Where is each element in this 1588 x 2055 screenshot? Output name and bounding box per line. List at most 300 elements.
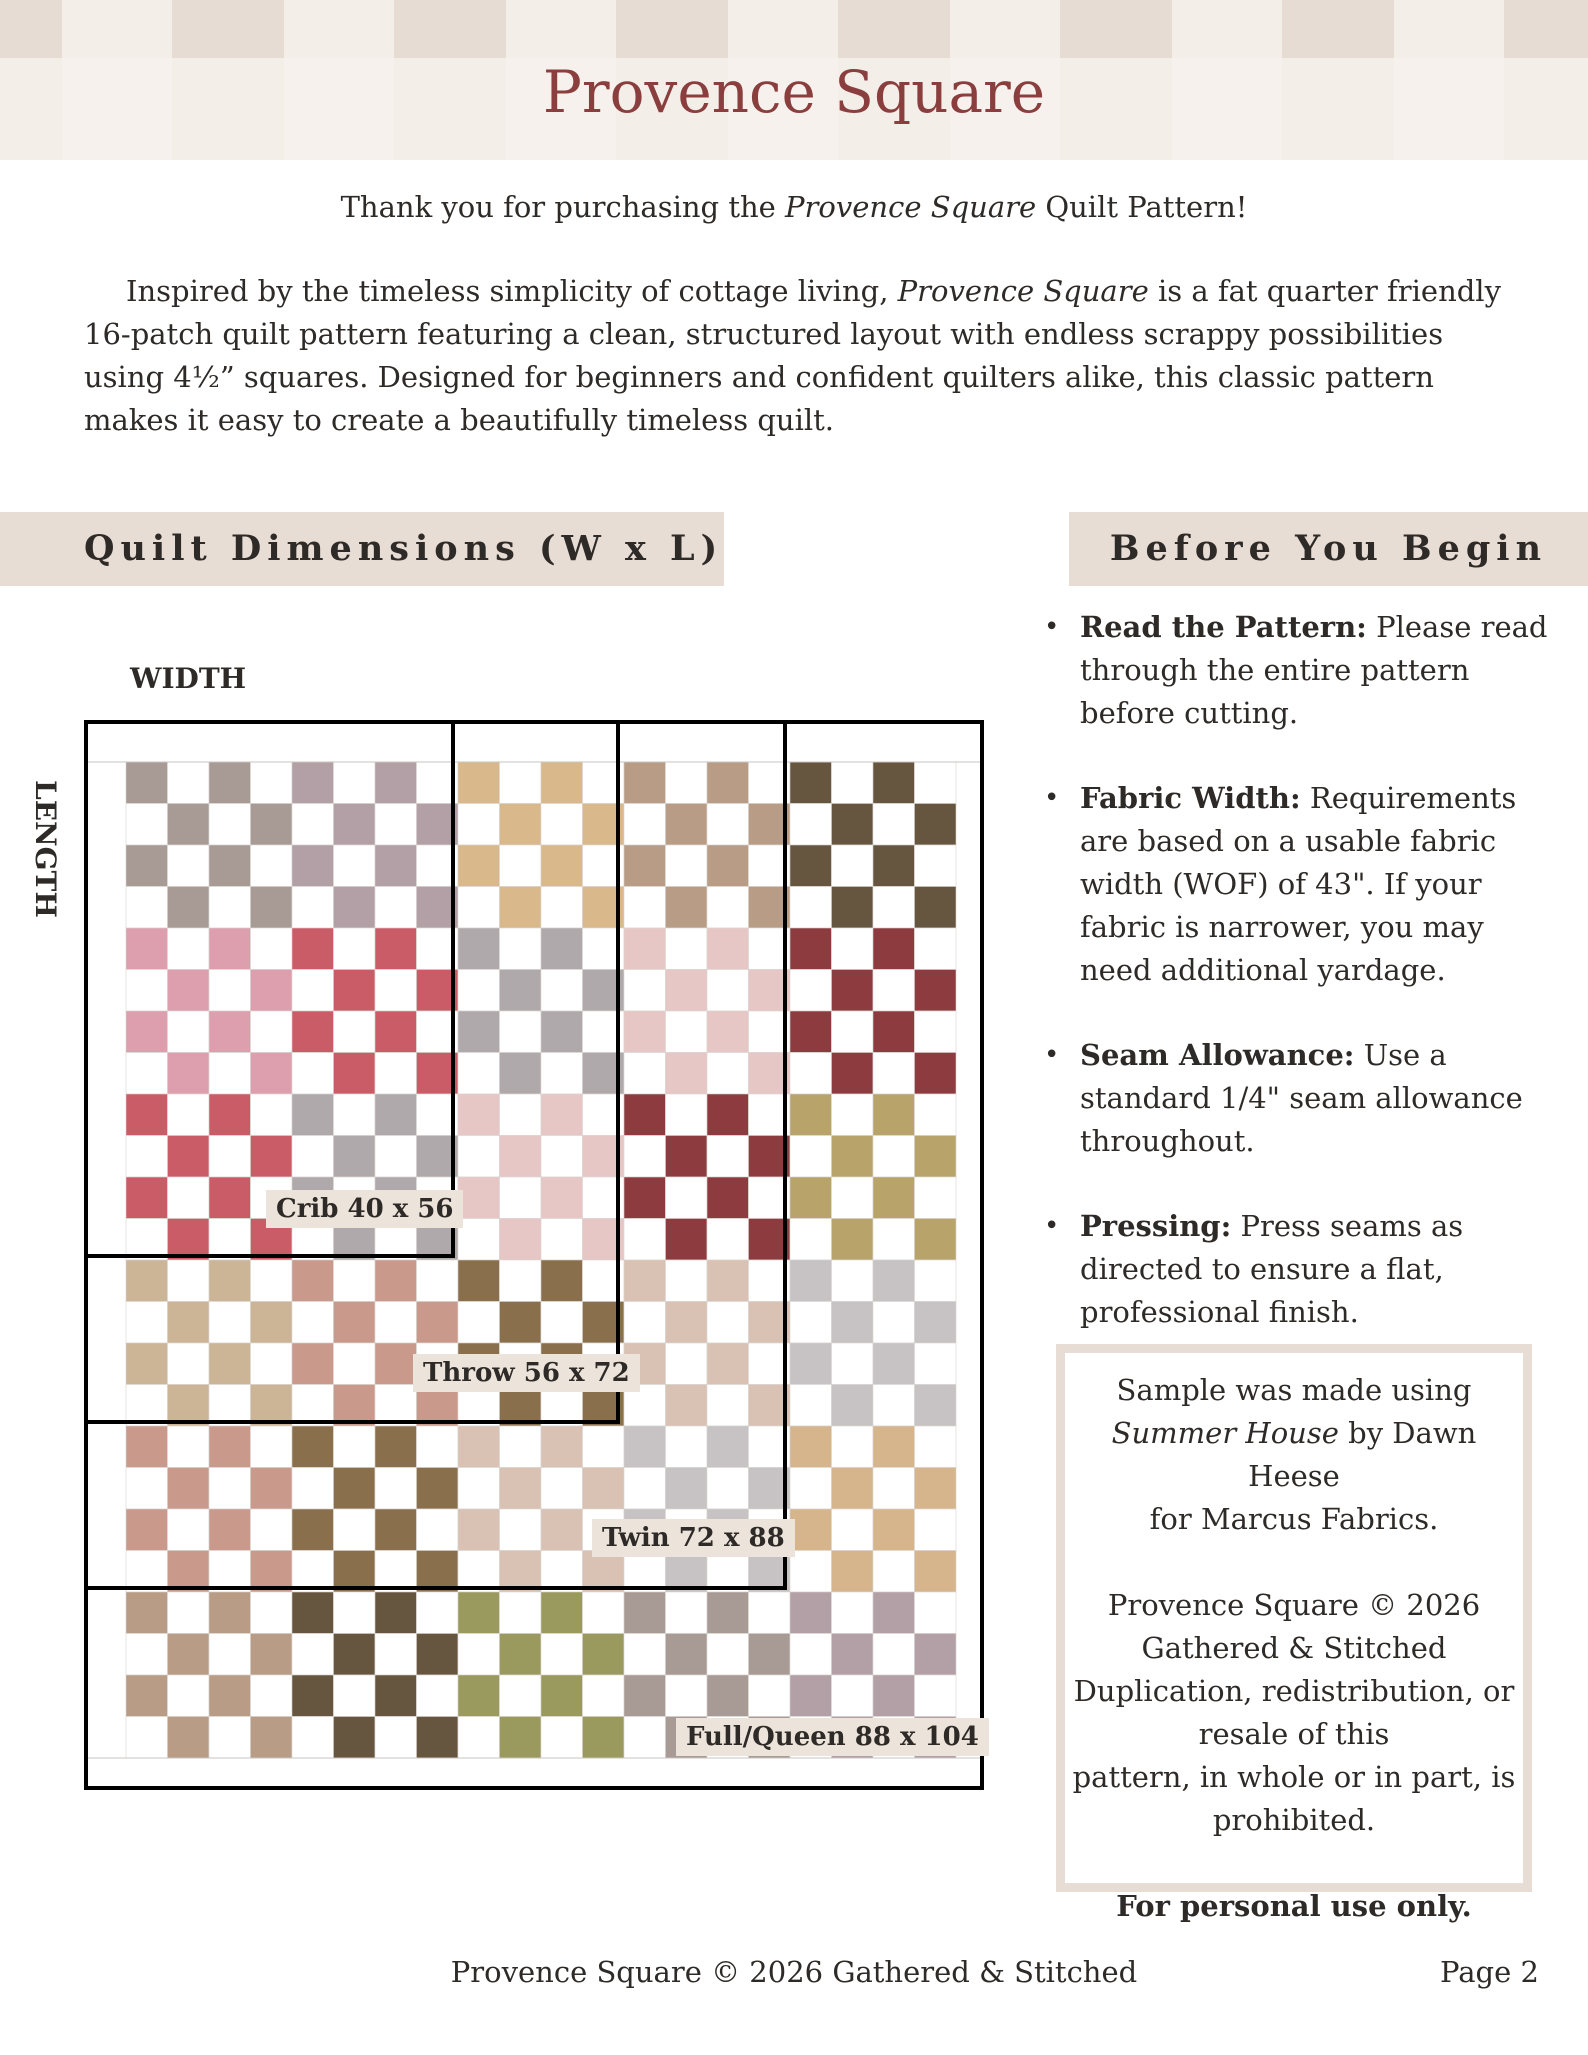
quilt-patch — [832, 1136, 874, 1178]
quilt-patch — [707, 887, 749, 929]
quilt-patch — [251, 1717, 293, 1759]
quilt-patch — [209, 1385, 251, 1427]
quilt-patch — [292, 1094, 334, 1136]
size-label-full-queen: Full/Queen 88 x 104 — [676, 1718, 989, 1756]
quilt-patch — [873, 1675, 915, 1717]
quilt-patch — [915, 1094, 957, 1136]
quilt-size-diagram — [84, 720, 984, 1794]
quilt-patch — [417, 1426, 459, 1468]
quilt-patch — [666, 1426, 708, 1468]
quilt-patch — [832, 1177, 874, 1219]
quilt-patch — [251, 1509, 293, 1551]
quilt-patch — [915, 1551, 957, 1593]
quilt-patch — [168, 1509, 210, 1551]
sample-line-3: for Marcus Fabrics. — [1149, 1502, 1439, 1536]
page-title: Provence Square — [542, 58, 1046, 126]
quilt-patch — [375, 804, 417, 846]
quilt-patch — [292, 1426, 334, 1468]
quilt-patch — [873, 1011, 915, 1053]
quilt-patch — [583, 1426, 625, 1468]
quilt-patch — [251, 1426, 293, 1468]
quilt-patch — [790, 887, 832, 929]
quilt-patch — [873, 1177, 915, 1219]
quilt-patch — [832, 1053, 874, 1095]
quilt-patch — [500, 804, 542, 846]
quilt-patch — [292, 928, 334, 970]
size-label-twin: Twin 72 x 88 — [592, 1519, 795, 1557]
quilt-patch — [915, 845, 957, 887]
quilt-patch — [126, 1468, 168, 1510]
quilt-patch — [832, 1260, 874, 1302]
quilt-patch — [334, 1260, 376, 1302]
quilt-patch — [292, 804, 334, 846]
quilt-patch — [209, 1177, 251, 1219]
quilt-patch — [168, 887, 210, 929]
quilt-patch — [624, 1094, 666, 1136]
quilt-patch — [749, 1675, 791, 1717]
copyright-line-4: pattern, in whole or in part, is prohibited. — [1072, 1760, 1516, 1837]
quilt-patch — [915, 1426, 957, 1468]
quilt-patch — [873, 1592, 915, 1634]
quilt-patch — [126, 1136, 168, 1178]
quilt-patch — [624, 1011, 666, 1053]
sample-info-box — [1056, 1344, 1532, 1923]
quilt-patch — [292, 1343, 334, 1385]
quilt-patch — [832, 1385, 874, 1427]
quilt-patch — [541, 1592, 583, 1634]
personal-use-text: For personal use only. — [1116, 1889, 1472, 1923]
quilt-patch — [292, 1675, 334, 1717]
fabric-designer: by Dawn Heese — [1248, 1416, 1477, 1493]
quilt-patch — [251, 845, 293, 887]
quilt-patch — [790, 1385, 832, 1427]
quilt-patch — [375, 1717, 417, 1759]
quilt-patch — [832, 1592, 874, 1634]
quilt-patch — [666, 1385, 708, 1427]
quilt-patch — [251, 1094, 293, 1136]
page-number: Page 2 — [1440, 1955, 1539, 1989]
list-item-pressing — [1044, 1205, 1564, 1334]
quilt-patch — [458, 1468, 500, 1510]
quilt-patch — [126, 1053, 168, 1095]
quilt-patch — [873, 762, 915, 804]
quilt-patch — [832, 1094, 874, 1136]
quilt-patch — [334, 1343, 376, 1385]
quilt-patch — [417, 1260, 459, 1302]
quilt-patch — [790, 1551, 832, 1593]
quilt-patch — [707, 1675, 749, 1717]
quilt-patch — [168, 762, 210, 804]
quilt-patch — [624, 1675, 666, 1717]
quilt-patch — [292, 1011, 334, 1053]
quilt-patch — [292, 1136, 334, 1178]
quilt-patch — [873, 970, 915, 1012]
quilt-patch — [168, 1551, 210, 1593]
quilt-patch — [915, 1592, 957, 1634]
before-you-begin-list — [1044, 606, 1564, 1376]
quilt-patch — [666, 1094, 708, 1136]
quilt-patch — [790, 1426, 832, 1468]
quilt-patch — [417, 1634, 459, 1676]
quilt-patch — [624, 970, 666, 1012]
quilt-patch — [334, 1094, 376, 1136]
quilt-patch — [334, 1468, 376, 1510]
quilt-patch — [832, 1426, 874, 1468]
quilt-patch — [168, 1385, 210, 1427]
quilt-patch — [790, 970, 832, 1012]
quilt-patch — [334, 762, 376, 804]
intro-paragraph — [84, 270, 1524, 442]
quilt-patch — [707, 1468, 749, 1510]
quilt-patch — [209, 1468, 251, 1510]
quilt-patch — [251, 1551, 293, 1593]
quilt-patch — [251, 1634, 293, 1676]
quilt-patch — [292, 1717, 334, 1759]
fabric-line-name: Summer House — [1111, 1416, 1339, 1450]
quilt-patch — [209, 928, 251, 970]
quilt-patch — [624, 1053, 666, 1095]
quilt-patch — [666, 1177, 708, 1219]
quilt-patch — [666, 1343, 708, 1385]
quilt-patch — [707, 1634, 749, 1676]
quilt-patch — [541, 1426, 583, 1468]
quilt-patch — [292, 887, 334, 929]
quilt-patch — [790, 1509, 832, 1551]
thanks-text-end: Quilt Pattern! — [1036, 190, 1248, 224]
quilt-patch — [334, 1426, 376, 1468]
quilt-patch — [292, 970, 334, 1012]
quilt-patch — [790, 1136, 832, 1178]
quilt-patch — [375, 1136, 417, 1178]
quilt-patch — [126, 1509, 168, 1551]
quilt-patch — [541, 1011, 583, 1053]
quilt-patch — [209, 1634, 251, 1676]
quilt-patch — [583, 1468, 625, 1510]
quilt-patch — [541, 804, 583, 846]
quilt-patch — [458, 1509, 500, 1551]
quilt-patch — [541, 1509, 583, 1551]
quilt-patch — [832, 1509, 874, 1551]
list-item-title: Fabric Width: — [1080, 781, 1301, 815]
quilt-patch — [126, 928, 168, 970]
quilt-patch — [873, 1343, 915, 1385]
length-axis-label: LENGTH — [29, 780, 62, 918]
quilt-diagram-svg — [84, 720, 984, 1790]
quilt-patch — [749, 1634, 791, 1676]
quilt-patch — [500, 1177, 542, 1219]
quilt-patch — [541, 845, 583, 887]
quilt-patch — [375, 1260, 417, 1302]
quilt-patch — [126, 1551, 168, 1593]
quilt-patch — [334, 970, 376, 1012]
quilt-patch — [458, 1302, 500, 1344]
quilt-patch — [168, 845, 210, 887]
quilt-patch — [707, 1302, 749, 1344]
quilt-patch — [292, 762, 334, 804]
quilt-patch — [168, 1260, 210, 1302]
quilt-patch — [334, 928, 376, 970]
quilt-patch — [541, 1260, 583, 1302]
quilt-patch — [251, 1675, 293, 1717]
quilt-patch — [334, 1551, 376, 1593]
quilt-patch — [707, 762, 749, 804]
size-label-crib: Crib 40 x 56 — [266, 1190, 463, 1228]
quilt-patch — [417, 1717, 459, 1759]
quilt-patch — [292, 1509, 334, 1551]
quilt-patch — [624, 887, 666, 929]
quilt-patch — [541, 1675, 583, 1717]
quilt-patch — [292, 1053, 334, 1095]
quilt-patch — [209, 1094, 251, 1136]
quilt-patch — [500, 845, 542, 887]
quilt-patch — [458, 1177, 500, 1219]
quilt-patch — [458, 1717, 500, 1759]
quilt-patch — [707, 928, 749, 970]
quilt-patch — [458, 1260, 500, 1302]
quilt-patch — [790, 1260, 832, 1302]
quilt-patch — [707, 1219, 749, 1261]
quilt-patch — [334, 1302, 376, 1344]
quilt-patch — [624, 1634, 666, 1676]
quilt-patch — [915, 1634, 957, 1676]
quilt-patch — [126, 1675, 168, 1717]
quilt-patch — [126, 1219, 168, 1261]
quilt-patch — [209, 1717, 251, 1759]
quilt-patch — [209, 845, 251, 887]
quilt-patch — [251, 887, 293, 929]
quilt-patch — [126, 1011, 168, 1053]
quilt-patch — [915, 1219, 957, 1261]
copyright-line-3: Duplication, redistribution, or resale of this — [1073, 1674, 1515, 1751]
sample-line-1: Sample was made using — [1116, 1373, 1472, 1407]
size-label-throw: Throw 56 x 72 — [413, 1354, 640, 1392]
quilt-patch — [500, 1468, 542, 1510]
quilt-patch — [707, 1592, 749, 1634]
quilt-patch — [168, 928, 210, 970]
list-item-text: Use a standard 1/4" seam allowance throughout. — [1080, 1038, 1523, 1158]
quilt-patch — [666, 1675, 708, 1717]
quilt-patch — [500, 1426, 542, 1468]
intro-text-end: is a fat quarter friendly 16-patch quilt pattern featuring a clean, structured layout with endless scrappy possibilities using 4½” squares. Designed for beginners and confident quilters alike, this classic pattern makes it easy to create a beautifully timeless quilt. — [84, 274, 1501, 437]
quilt-patch — [126, 1260, 168, 1302]
quilt-patch — [541, 1717, 583, 1759]
quilt-patch — [209, 1343, 251, 1385]
quilt-patch — [375, 1343, 417, 1385]
quilt-patch — [292, 1260, 334, 1302]
quilt-patch — [915, 1675, 957, 1717]
thank-you-line — [0, 190, 1588, 224]
quilt-patch — [500, 1551, 542, 1593]
quilt-patch — [873, 1094, 915, 1136]
quilt-patch — [666, 1053, 708, 1095]
quilt-patch — [541, 1634, 583, 1676]
quilt-patch — [168, 1094, 210, 1136]
list-item-title: Read the Pattern: — [1080, 610, 1367, 644]
quilt-patch — [375, 1551, 417, 1593]
quilt-patch — [375, 1634, 417, 1676]
quilt-patch — [126, 1094, 168, 1136]
quilt-patch — [541, 1053, 583, 1095]
quilt-patch — [251, 762, 293, 804]
quilt-patch — [209, 1302, 251, 1344]
quilt-patch — [168, 1343, 210, 1385]
quilt-patch — [168, 1136, 210, 1178]
quilt-patch — [624, 804, 666, 846]
quilt-patch — [126, 1426, 168, 1468]
quilt-patch — [541, 928, 583, 970]
quilt-patch — [126, 804, 168, 846]
quilt-patch — [624, 928, 666, 970]
quilt-patch — [666, 1592, 708, 1634]
quilt-patch — [334, 1592, 376, 1634]
quilt-patch — [375, 1426, 417, 1468]
quilt-patch — [873, 1509, 915, 1551]
quilt-patch — [790, 1177, 832, 1219]
quilt-patch — [915, 928, 957, 970]
quilt-patch — [209, 1509, 251, 1551]
quilt-patch — [168, 1634, 210, 1676]
quilt-patch — [790, 1675, 832, 1717]
quilt-patch — [458, 845, 500, 887]
quilt-patch — [375, 1385, 417, 1427]
quilt-patch — [832, 928, 874, 970]
quilt-patch — [541, 762, 583, 804]
quilt-patch — [790, 1592, 832, 1634]
quilt-patch — [292, 1385, 334, 1427]
quilt-patch — [790, 1094, 832, 1136]
quilt-patch — [666, 887, 708, 929]
quilt-patch — [790, 928, 832, 970]
personal-use-notice — [1065, 1885, 1523, 1928]
quilt-patch — [873, 1302, 915, 1344]
quilt-patch — [168, 1592, 210, 1634]
quilt-patch — [292, 1468, 334, 1510]
quilt-patch — [168, 1219, 210, 1261]
quilt-patch — [707, 970, 749, 1012]
quilt-patch — [915, 1260, 957, 1302]
quilt-patch — [251, 1385, 293, 1427]
quilt-patch — [707, 1343, 749, 1385]
quilt-patch — [500, 1302, 542, 1344]
quilt-patch — [168, 1177, 210, 1219]
quilt-patch — [790, 804, 832, 846]
quilt-patch — [624, 1426, 666, 1468]
quilt-patch — [915, 1177, 957, 1219]
quilt-patch — [458, 1053, 500, 1095]
quilt-patch — [334, 1011, 376, 1053]
quilt-patch — [541, 1551, 583, 1593]
quilt-patch — [707, 1094, 749, 1136]
quilt-patch — [541, 1177, 583, 1219]
quilt-patch — [873, 887, 915, 929]
quilt-patch — [915, 762, 957, 804]
quilt-patch — [500, 1136, 542, 1178]
quilt-patch — [915, 887, 957, 929]
quilt-patch — [126, 970, 168, 1012]
quilt-patch — [873, 845, 915, 887]
quilt-patch — [541, 1468, 583, 1510]
quilt-patch — [915, 1509, 957, 1551]
intro-pattern-name: Provence Square — [897, 274, 1149, 308]
quilt-patch — [292, 1302, 334, 1344]
quilt-patch — [209, 1219, 251, 1261]
quilt-patch — [790, 1468, 832, 1510]
quilt-patch — [666, 804, 708, 846]
quilt-patch — [334, 1509, 376, 1551]
quilt-patch — [458, 1675, 500, 1717]
quilt-patch — [707, 1426, 749, 1468]
quilt-patch — [707, 1053, 749, 1095]
quilt-patch — [915, 1011, 957, 1053]
quilt-patch — [458, 1136, 500, 1178]
thanks-pattern-name: Provence Square — [785, 190, 1037, 224]
quilt-patch — [168, 804, 210, 846]
quilt-patch — [915, 1343, 957, 1385]
quilt-patch — [251, 970, 293, 1012]
quilt-patch — [832, 1468, 874, 1510]
quilt-patch — [832, 1302, 874, 1344]
quilt-patch — [624, 1592, 666, 1634]
quilt-patch — [707, 845, 749, 887]
quilt-patch — [500, 1094, 542, 1136]
quilt-patch — [417, 1551, 459, 1593]
quilt-patch — [500, 1717, 542, 1759]
quilt-patch — [707, 1260, 749, 1302]
quilt-patch — [458, 1592, 500, 1634]
quilt-patch — [251, 1343, 293, 1385]
list-item-fabric-width — [1044, 777, 1564, 992]
quilt-patch — [168, 1053, 210, 1095]
quilt-patch — [832, 804, 874, 846]
quilt-patch — [500, 1509, 542, 1551]
quilt-patch — [209, 1551, 251, 1593]
quilt-patch — [126, 1177, 168, 1219]
quilt-patch — [666, 762, 708, 804]
quilt-patch — [666, 1219, 708, 1261]
quilt-patch — [209, 1426, 251, 1468]
quilt-patch — [251, 928, 293, 970]
quilt-patch — [790, 845, 832, 887]
quilt-patch — [873, 1385, 915, 1427]
quilt-patch — [375, 1302, 417, 1344]
quilt-patch — [375, 1011, 417, 1053]
quilt-patch — [417, 1592, 459, 1634]
quilt-patch — [251, 1053, 293, 1095]
quilt-patch — [458, 1094, 500, 1136]
quilt-patch — [624, 1468, 666, 1510]
quilt-patch — [790, 1634, 832, 1676]
quilt-patch — [209, 1260, 251, 1302]
quilt-patch — [541, 887, 583, 929]
quilt-patch — [624, 1302, 666, 1344]
quilt-patch — [873, 1468, 915, 1510]
quilt-patch — [209, 804, 251, 846]
quilt-patch — [251, 1136, 293, 1178]
quilt-patch — [666, 845, 708, 887]
quilt-patch — [126, 1343, 168, 1385]
quilt-patch — [334, 804, 376, 846]
quilt-patch — [458, 970, 500, 1012]
quilt-patch — [707, 1385, 749, 1427]
quilt-patch — [458, 804, 500, 846]
quilt-patch — [209, 762, 251, 804]
quilt-patch — [666, 1011, 708, 1053]
quilt-patch — [790, 1011, 832, 1053]
quilt-patch — [749, 1592, 791, 1634]
quilt-patch — [666, 1136, 708, 1178]
list-item-title: Seam Allowance: — [1080, 1038, 1355, 1072]
quilt-patch — [873, 1219, 915, 1261]
